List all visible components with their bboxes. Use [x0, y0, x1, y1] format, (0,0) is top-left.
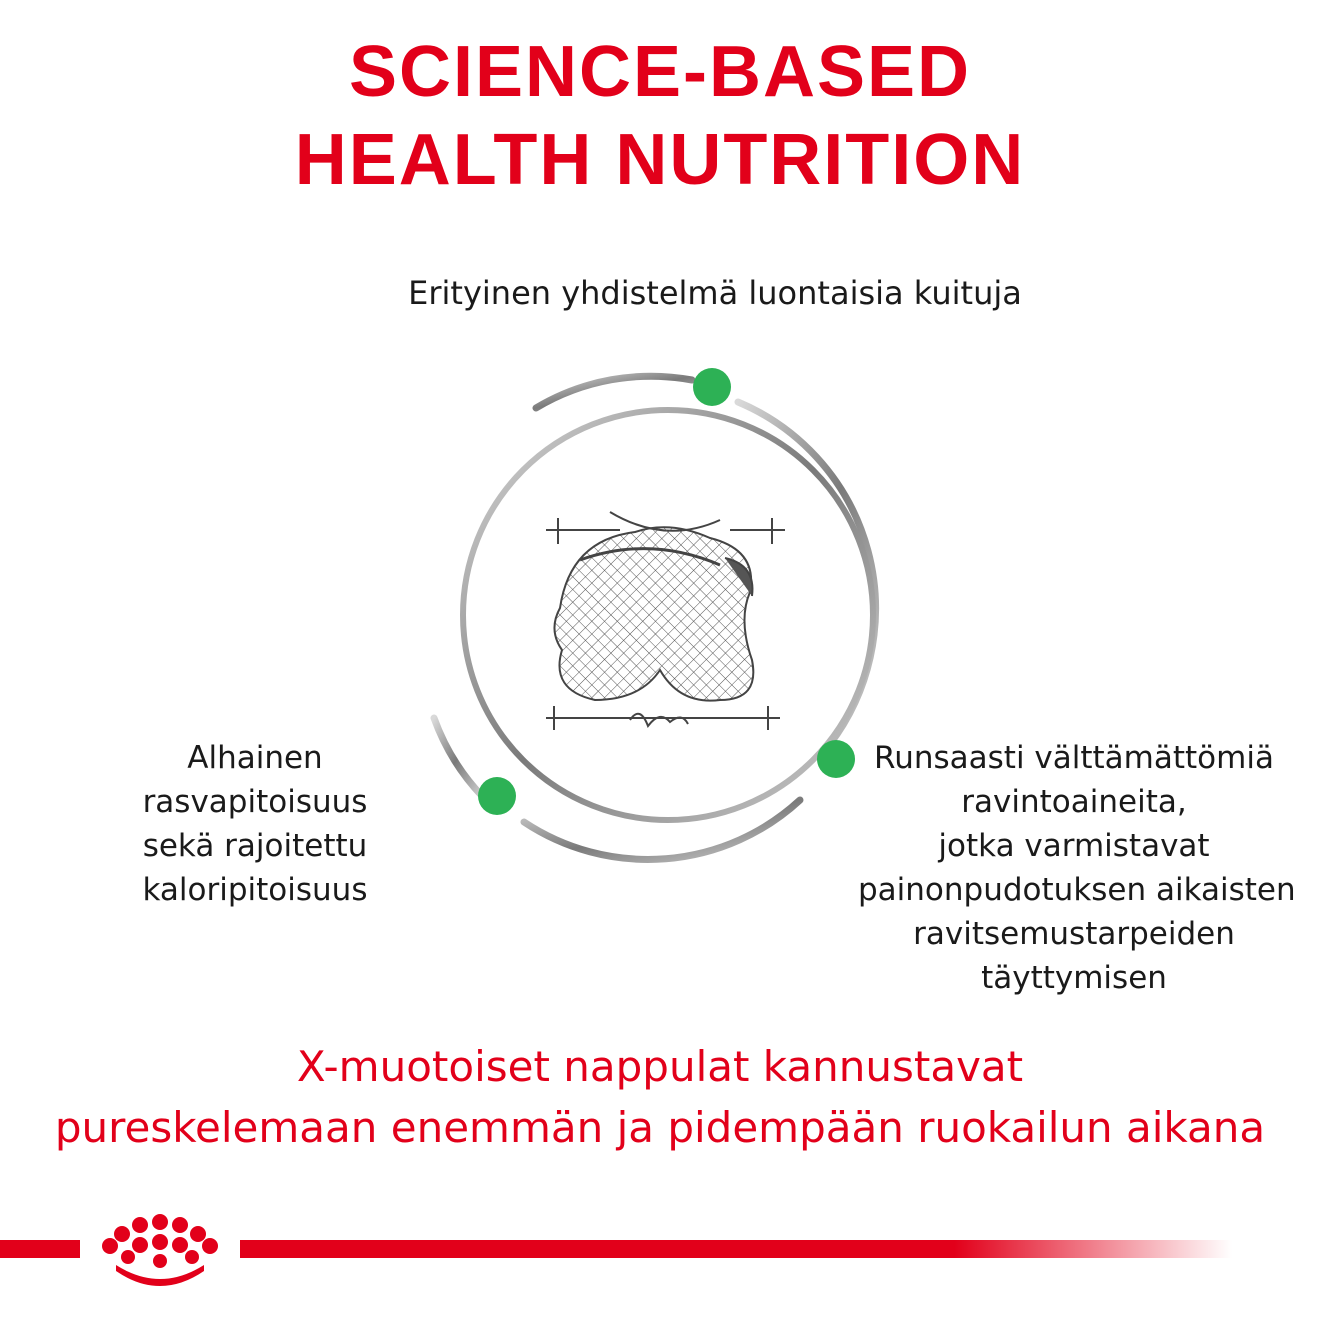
green-dot-top [693, 368, 731, 406]
feature-left-line: sekä rajoitettu [142, 828, 368, 864]
title-line-1: SCIENCE-BASED [348, 32, 972, 112]
kibble-sketch-icon [546, 512, 785, 730]
title-line-2: HEALTH NUTRITION [294, 120, 1026, 200]
footer-stripe-right [240, 1240, 1232, 1258]
feature-right-line: jotka varmistavat [938, 828, 1210, 864]
feature-right-line: Runsaasti välttämättömiä [874, 740, 1274, 776]
feature-right-line: ravitsemustarpeiden [913, 916, 1235, 952]
footer-band [0, 1205, 1320, 1295]
green-dot-left [478, 777, 516, 815]
outer-arc-bottom [524, 800, 800, 859]
feature-right-text [858, 736, 1296, 1000]
feature-right-line: ravintoaineita, [961, 784, 1187, 820]
tagline-line-2: pureskelemaan enemmän ja pidempään ruokailun aikana [54, 1103, 1266, 1152]
tagline-line-1: X-muotoiset nappulat kannustavat [296, 1042, 1024, 1091]
feature-right-line: täyttymisen [981, 960, 1167, 996]
feature-left-line: kaloripitoisuus [142, 872, 368, 908]
feature-right-line: painonpudotuksen aikaisten [858, 872, 1296, 908]
outer-arc-top-left [536, 376, 692, 408]
royal-canin-crown-logo [102, 1214, 218, 1286]
kibble-diagram [420, 360, 900, 880]
footer-stripe-left [0, 1240, 80, 1258]
feature-left-text [100, 736, 410, 912]
feature-left-line: rasvapitoisuus [142, 784, 368, 820]
feature-left-line: Alhainen [187, 740, 323, 776]
feature-top-text: Erityinen yhdistelmä luontaisia kuituja [408, 274, 1022, 312]
outer-arc-bottom-left [434, 718, 482, 796]
green-dot-right [817, 740, 855, 778]
